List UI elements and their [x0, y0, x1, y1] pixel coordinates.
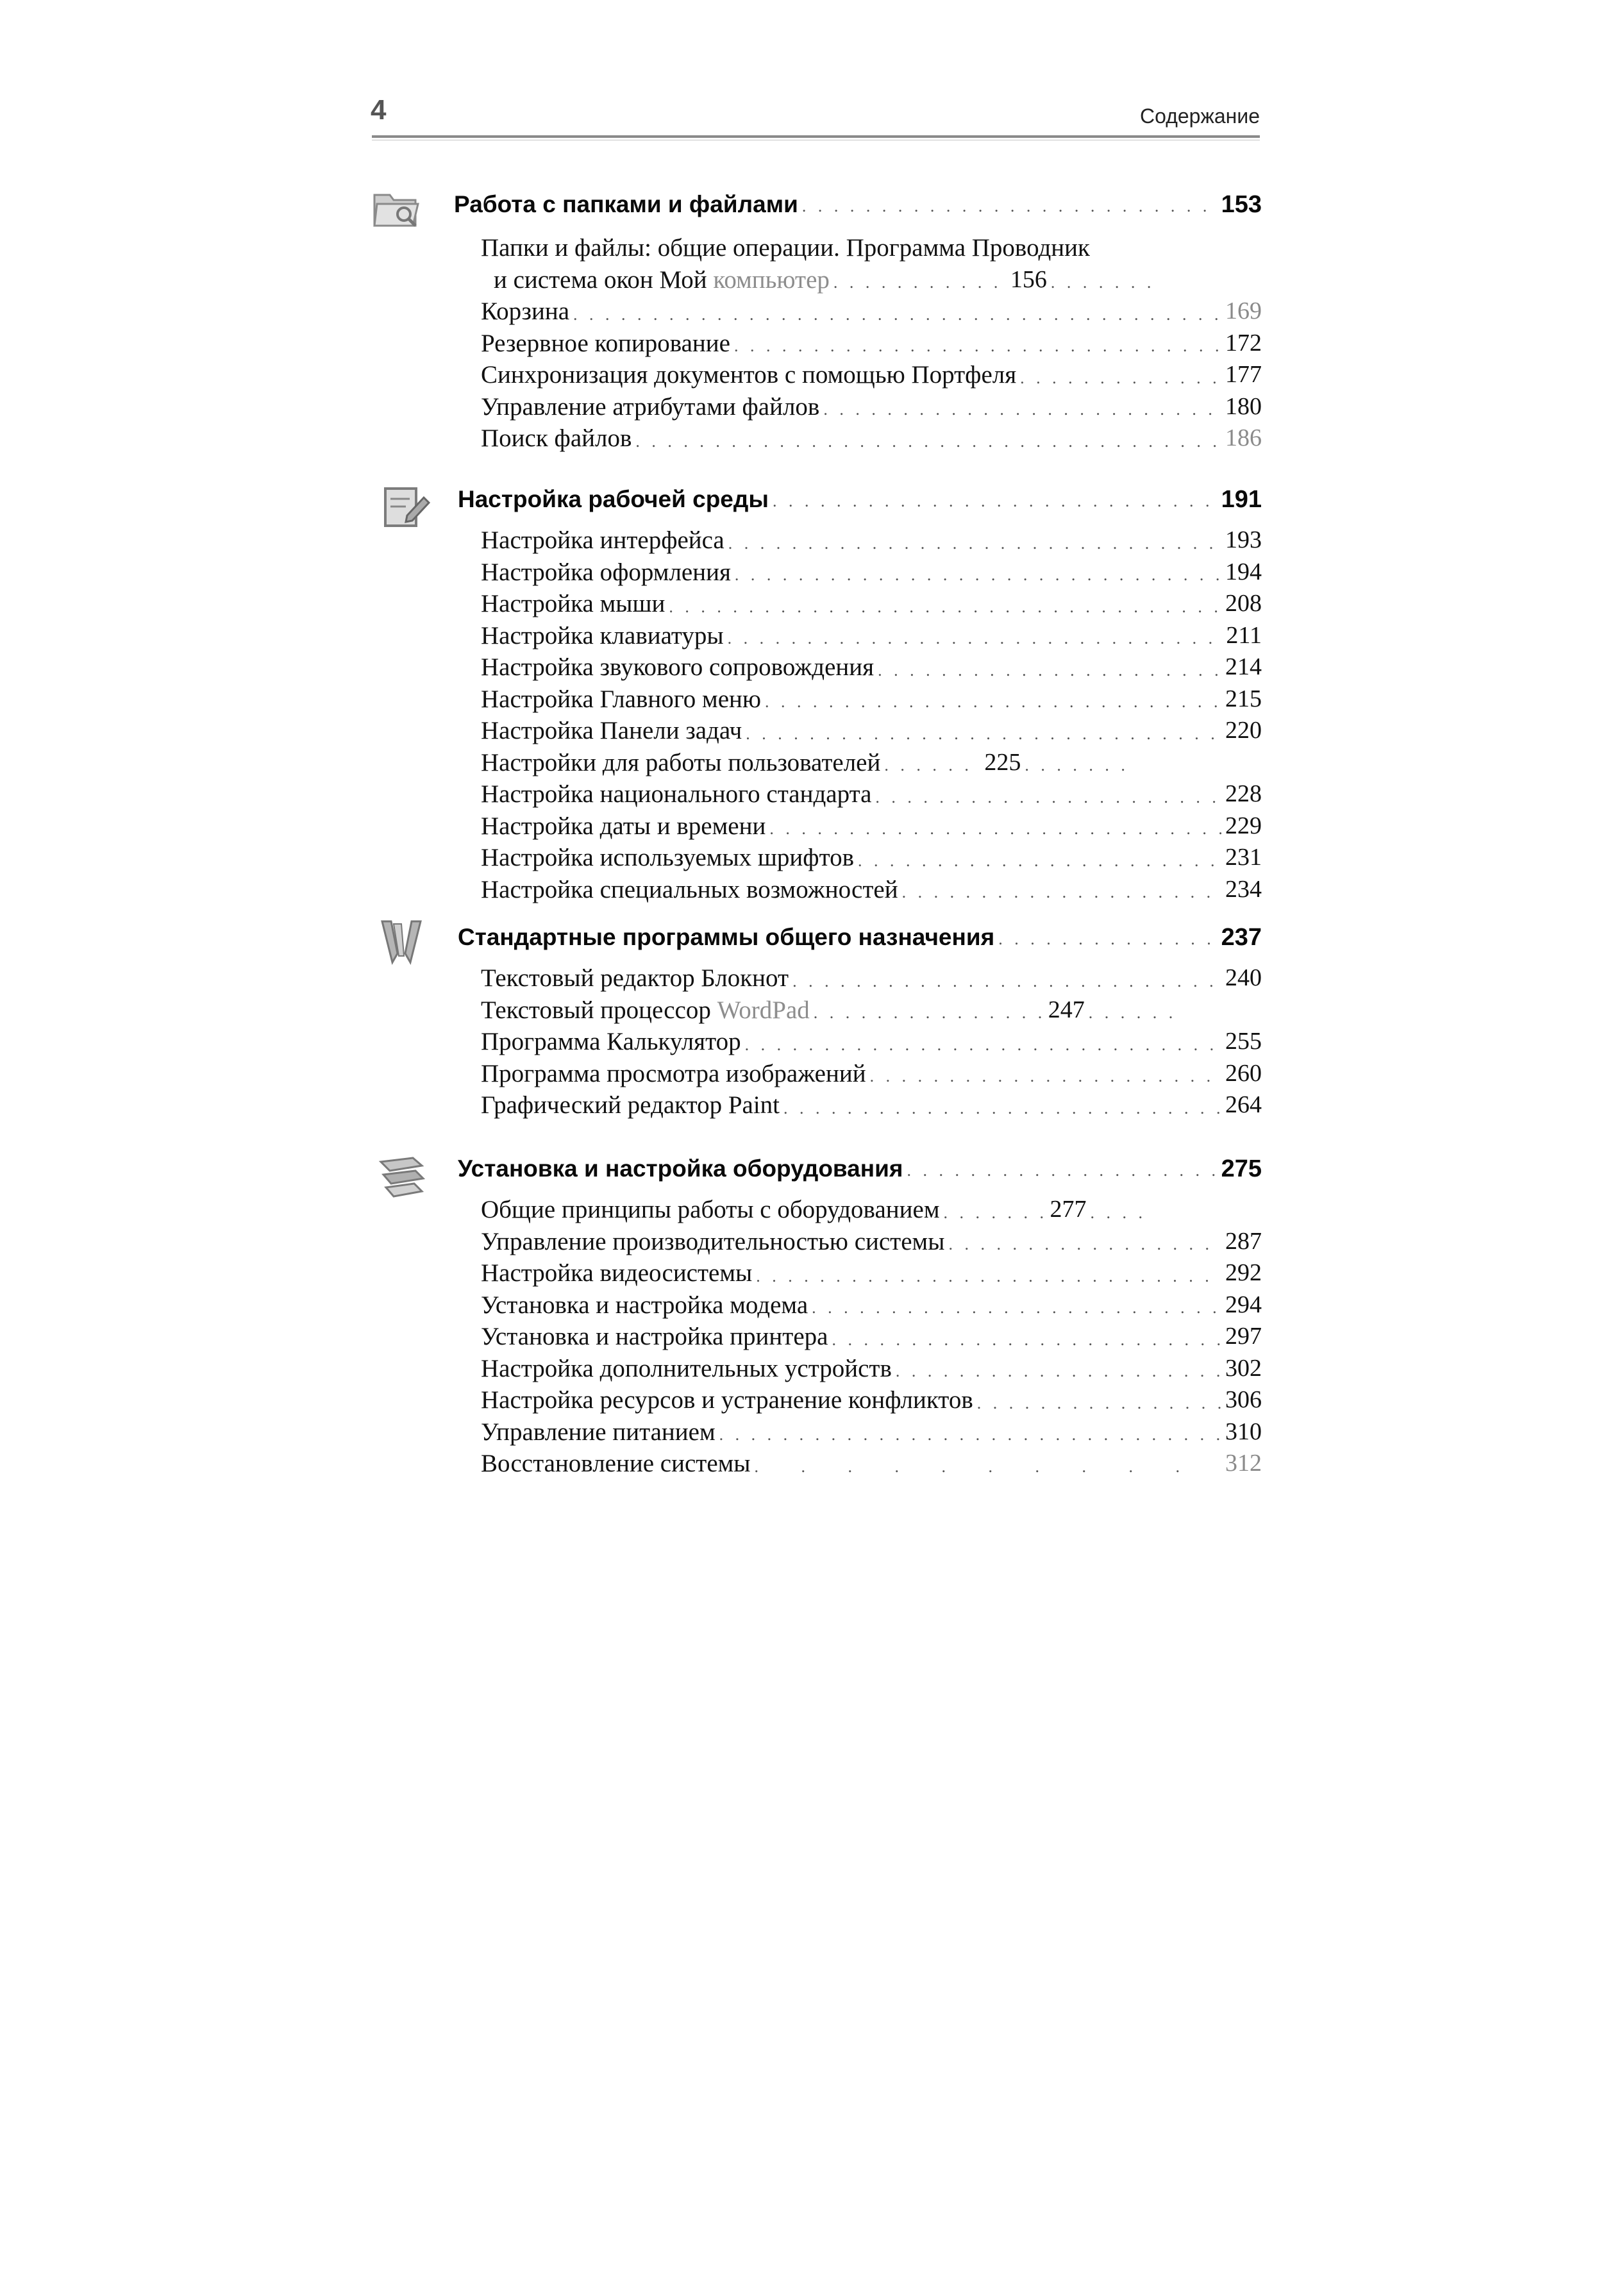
entry-page: 225 [984, 748, 1021, 776]
toc-entry[interactable] [481, 328, 1262, 360]
section-page: 275 [1221, 1155, 1262, 1182]
leader-dots [870, 1064, 1221, 1089]
toc-entry[interactable] [481, 778, 1262, 810]
entry-page: 287 [1225, 1227, 1262, 1255]
entry-label: Настройка мыши [481, 590, 666, 617]
entry-page: 220 [1225, 717, 1262, 744]
leader-dots [1025, 753, 1134, 778]
entry-page: 229 [1225, 812, 1262, 839]
entry-label: Графический редактор Paint [481, 1091, 780, 1119]
toc-entry[interactable] [481, 874, 1262, 906]
toc-entry[interactable] [481, 715, 1262, 747]
entry-page: 177 [1225, 361, 1262, 388]
toc-entry[interactable] [481, 296, 1262, 328]
entry-page: 310 [1225, 1418, 1262, 1445]
section-title: Настройка рабочей среды [458, 486, 769, 512]
toc-entry[interactable] [481, 1321, 1262, 1353]
entry-list [481, 1194, 1262, 1480]
leader-dots [728, 531, 1221, 557]
toc-entry[interactable] [481, 842, 1262, 874]
section-heading[interactable] [458, 923, 1262, 952]
section-title: Работа с папками и файлами [454, 191, 798, 217]
entry-label: Настройка оформления [481, 558, 731, 586]
entry-list [481, 524, 1262, 905]
entry-label: Синхронизация документов с помощью Портфеля [481, 361, 1017, 389]
entry-label-grey: компьютер [713, 265, 830, 294]
leader-dots [884, 753, 980, 778]
entry-page: 260 [1225, 1059, 1262, 1087]
entry-label: Настройка даты и времени [481, 812, 766, 840]
leader-dots [1089, 1000, 1172, 1026]
toc-entry[interactable] [481, 1089, 1262, 1121]
entry-page: 180 [1225, 392, 1262, 420]
leader-dots [948, 1232, 1221, 1257]
entry-label: Настройка ресурсов и устранение конфликтов [481, 1386, 973, 1414]
entry-page: 169 [1225, 297, 1262, 324]
section-title: Установка и настройка оборудования [458, 1155, 903, 1182]
toc-entry[interactable] [481, 747, 1262, 779]
entry-page: 292 [1225, 1259, 1262, 1286]
entry-page: 172 [1225, 329, 1262, 356]
leader-dots [735, 562, 1221, 588]
leader-dots [878, 658, 1221, 683]
toc-entry[interactable] [481, 1448, 1262, 1480]
entry-label: Настройка Главного меню [481, 685, 762, 713]
leader-dots [745, 1032, 1221, 1058]
toc-entry[interactable] [481, 1194, 1262, 1226]
entry-page: 228 [1225, 780, 1262, 807]
leader-dots [734, 333, 1221, 359]
section-heading[interactable] [458, 1154, 1262, 1184]
entry-label: Управление производительностью системы [481, 1227, 945, 1255]
folder-icon [371, 183, 422, 235]
toc-entry[interactable] [481, 1416, 1262, 1448]
entry-label: Настройки для работы пользователей [481, 748, 881, 776]
leader-dots [832, 1327, 1221, 1353]
leader-dots [858, 848, 1221, 874]
leader-dots [814, 1000, 1044, 1026]
entry-label: Настройка видеосистемы [481, 1259, 753, 1287]
entry-label: Настройка Панели задач [481, 717, 742, 744]
entry-label: Программа просмотра изображений [481, 1059, 866, 1087]
toc-entry[interactable] [481, 994, 1262, 1027]
leader-dots [573, 302, 1221, 328]
leader-dots [907, 1158, 1217, 1184]
entry-label: Управление питанием [481, 1418, 716, 1446]
toc-entry[interactable] [481, 651, 1262, 683]
section-heading[interactable] [454, 190, 1262, 219]
section-heading[interactable] [458, 485, 1262, 514]
toc-entry[interactable] [481, 683, 1262, 716]
entry-page: 306 [1225, 1386, 1262, 1413]
page-number: 4 [371, 94, 387, 126]
leader-dots [823, 397, 1221, 423]
entry-page: 215 [1225, 685, 1262, 712]
entry-label-grey: WordPad [717, 996, 810, 1024]
leader-dots [896, 1359, 1221, 1384]
hardware-icon [377, 1152, 428, 1203]
entry-label: Настройка звукового сопровождения [481, 653, 875, 681]
leader-dots [833, 270, 1007, 296]
entry-label-cont: и система окон Мой [494, 265, 714, 294]
leader-dots [812, 1295, 1221, 1321]
entry-label: Поиск файлов [481, 424, 632, 452]
toc-entry[interactable] [481, 1257, 1262, 1289]
running-head: Содержание [1139, 105, 1260, 128]
entry-label: Восстановление системы [481, 1450, 751, 1477]
leader-dots [765, 689, 1221, 715]
toc-entry[interactable] [481, 620, 1262, 652]
entry-list [481, 232, 1262, 455]
entry-page: 234 [1225, 875, 1262, 903]
entry-label: Установка и настройка принтера [481, 1323, 828, 1350]
entry-label: Настройка специальных возможностей [481, 875, 898, 903]
entry-label: Папки и файлы: общие операции. Программа Проводник [481, 234, 1090, 262]
toc-entry[interactable] [481, 557, 1262, 589]
section-page: 153 [1221, 191, 1262, 218]
leader-dots [1051, 270, 1160, 296]
toc-entry[interactable] [481, 524, 1262, 557]
entry-page: 312 [1225, 1450, 1262, 1477]
entry-label: Настройка клавиатуры [481, 621, 724, 649]
entry-label: Общие принципы работы с оборудованием [481, 1196, 940, 1223]
entry-page: 156 [1010, 265, 1047, 293]
entry-page: 240 [1225, 964, 1262, 991]
entry-page: 214 [1225, 653, 1262, 680]
entry-page: 247 [1048, 996, 1085, 1023]
entry-page: 277 [1050, 1196, 1087, 1223]
entry-label: Установка и настройка модема [481, 1291, 808, 1319]
entry-label: Программа Калькулятор [481, 1028, 741, 1055]
entry-label: Настройка национального стандарта [481, 780, 872, 808]
entry-page: 208 [1225, 590, 1262, 617]
toc-entry[interactable] [481, 1058, 1262, 1090]
section-page: 191 [1221, 486, 1262, 513]
entry-label: Настройка используемых шрифтов [481, 844, 855, 871]
leader-dots [669, 594, 1221, 620]
leader-dots [902, 880, 1221, 905]
leader-dots [728, 626, 1223, 651]
leader-dots [769, 816, 1221, 842]
leader-dots [875, 785, 1221, 810]
tools-icon [376, 916, 427, 968]
toc-entry[interactable] [481, 1384, 1262, 1416]
leader-dots [783, 1096, 1221, 1121]
toc-entry[interactable] [481, 1353, 1262, 1385]
toc-entry[interactable] [481, 359, 1262, 391]
leader-dots [977, 1391, 1221, 1416]
entry-page: 264 [1225, 1091, 1262, 1118]
toc-entry[interactable] [481, 962, 1262, 994]
leader-dots [755, 1454, 1221, 1480]
leader-dots [756, 1264, 1221, 1289]
toc-entry[interactable] [481, 1026, 1262, 1058]
toc-entry[interactable] [481, 391, 1262, 423]
toc-entry[interactable] [481, 423, 1262, 455]
leader-dots [802, 194, 1218, 219]
entry-page: 193 [1225, 526, 1262, 553]
entry-label: Резервное копирование [481, 329, 730, 357]
entry-page: 255 [1225, 1028, 1262, 1055]
leader-dots [998, 926, 1217, 952]
toc-entry[interactable] [481, 232, 1262, 296]
entry-page: 294 [1225, 1291, 1262, 1318]
entry-list [481, 962, 1262, 1121]
entry-page: 231 [1225, 844, 1262, 871]
toc-entry[interactable] [481, 588, 1262, 620]
leader-dots [746, 721, 1221, 747]
entry-page: 194 [1225, 558, 1262, 585]
leader-dots [792, 969, 1221, 994]
entry-label: Текстовый редактор Блокнот [481, 964, 789, 992]
entry-label: Текстовый процессор [481, 996, 717, 1024]
leader-dots [719, 1422, 1221, 1448]
leader-dots [635, 429, 1221, 455]
section-title: Стандартные программы общего назначения [458, 924, 995, 950]
leader-dots [944, 1200, 1046, 1226]
toc-entry[interactable] [481, 1226, 1262, 1258]
entry-page: 211 [1226, 621, 1262, 649]
entry-label: Настройка дополнительных устройств [481, 1354, 892, 1382]
settings-document-icon [380, 480, 431, 531]
entry-page: 297 [1225, 1323, 1262, 1350]
leader-dots [1020, 365, 1221, 391]
entry-label: Управление атрибутами файлов [481, 392, 820, 421]
entry-page: 302 [1225, 1354, 1262, 1382]
entry-label: Корзина [481, 297, 570, 325]
leader-dots [1091, 1200, 1148, 1226]
toc-entry[interactable] [481, 810, 1262, 842]
entry-label: Настройка интерфейса [481, 526, 724, 554]
header-rule [372, 135, 1260, 138]
section-page: 237 [1221, 924, 1262, 951]
leader-dots [773, 489, 1218, 514]
entry-page: 186 [1225, 424, 1262, 451]
toc-entry[interactable] [481, 1289, 1262, 1321]
